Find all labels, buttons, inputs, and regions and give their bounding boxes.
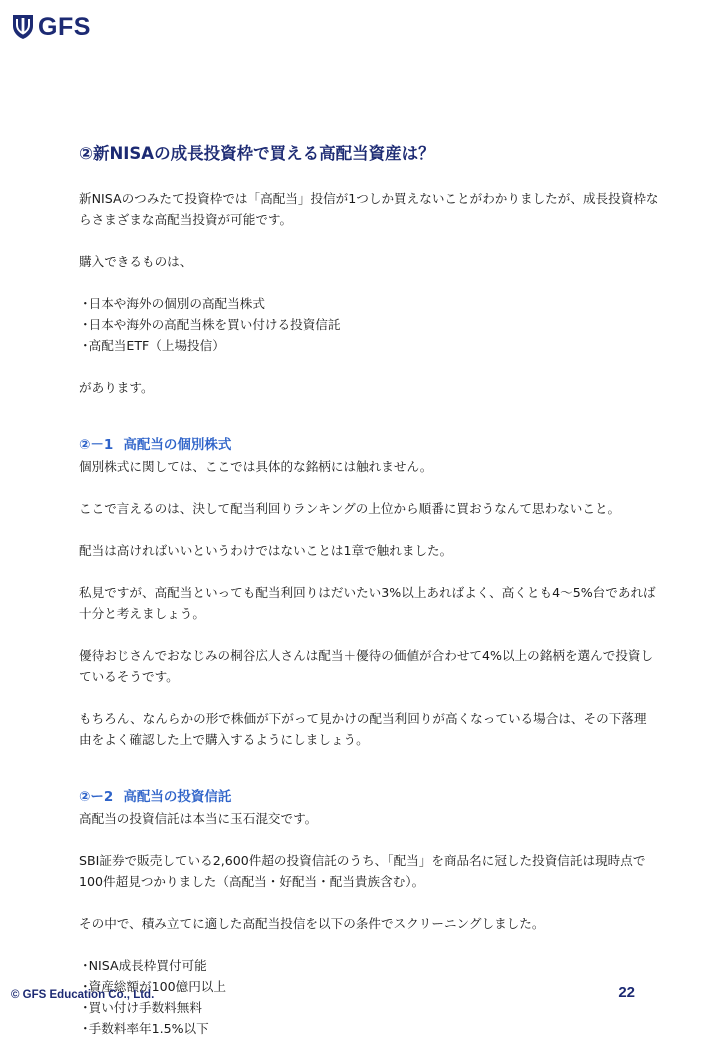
paragraph: その中で、積み立てに適した高配当投信を以下の条件でスクリーニングしました。 bbox=[79, 916, 545, 931]
page-number: 22 bbox=[618, 984, 635, 1001]
paragraph: もちろん、なんらかの形で株価が下がって見かけの配当利回りが高くなっている場合は、その下落理由をよく確認した上で購入するようにしましょう。 bbox=[79, 711, 647, 747]
copyright: © GFS Education Co., Ltd. bbox=[11, 989, 155, 1001]
subheading-title: 高配当の投資信託 bbox=[123, 789, 232, 805]
subheading-individual-stocks bbox=[79, 434, 659, 456]
shield-icon bbox=[12, 14, 34, 40]
gfs-logo bbox=[12, 14, 91, 40]
subheading-title: 高配当の個別株式 bbox=[123, 437, 232, 453]
subheading-number: ②ー2 bbox=[79, 789, 114, 805]
intro-paragraph: 新NISAのつみたて投資枠では「高配当」投信が1つしか買えないことがわかりましたが、成長投資枠ならさまざまな高配当投資が可能です。 bbox=[79, 191, 659, 227]
paragraph: ここで言えるのは、決して配当利回りランキングの上位から順番に買おうなんて思わないこと。 bbox=[79, 501, 621, 516]
list-item: ・ 日本や海外の高配当株を買い付ける投資信託 bbox=[79, 314, 659, 335]
buy-options-list bbox=[79, 293, 659, 356]
paragraph: 私見ですが、高配当といっても配当利回りはだいたい3%以上あればよく、高くとも4～5%台であれば十分と考えましょう。 bbox=[79, 585, 656, 621]
paragraph: 優待おじさんでおなじみの桐谷広人さんは配当＋優待の価値が合わせて4%以上の銘柄を選んで投資しているそうです。 bbox=[79, 648, 654, 684]
list-item: ・ 手数料率年1.5%以下 bbox=[79, 1018, 659, 1039]
paragraph: 個別株式に関しては、ここでは具体的な銘柄には触れません。 bbox=[79, 459, 433, 474]
list-item: ・ NISA成長枠買付可能 bbox=[79, 955, 659, 976]
section-title: ②新NISAの成長投資枠で買える高配当資産は？ bbox=[79, 144, 435, 163]
main-content bbox=[79, 142, 659, 1060]
paragraph: SBI証券で販売している2,600件超の投資信託のうち、「配当」を商品名に冠した投資信託は現時点で100件超見つかりました（高配当・好配当・配当貴族含む）。 bbox=[79, 853, 646, 889]
intro-closing: があります。 bbox=[79, 380, 154, 395]
list-item: ・ 高配当ETF（上場投信） bbox=[79, 335, 659, 356]
paragraph: 配当は高ければいいというわけではないことは1章で触れました。 bbox=[79, 543, 453, 558]
list-item: ・ 資産総額が100億円以上 bbox=[79, 976, 659, 997]
logo-text: GFS bbox=[38, 13, 91, 41]
subheading-number: ②－1 bbox=[79, 437, 114, 453]
intro-lead: 購入できるものは、 bbox=[79, 254, 193, 269]
subheading-investment-trusts bbox=[79, 786, 659, 808]
screening-criteria-list bbox=[79, 955, 659, 1039]
list-item: ・ 買い付け手数料無料 bbox=[79, 997, 659, 1018]
paragraph: 高配当の投資信託は本当に玉石混交です。 bbox=[79, 811, 318, 826]
list-item: ・ 日本や海外の個別の高配当株式 bbox=[79, 293, 659, 314]
